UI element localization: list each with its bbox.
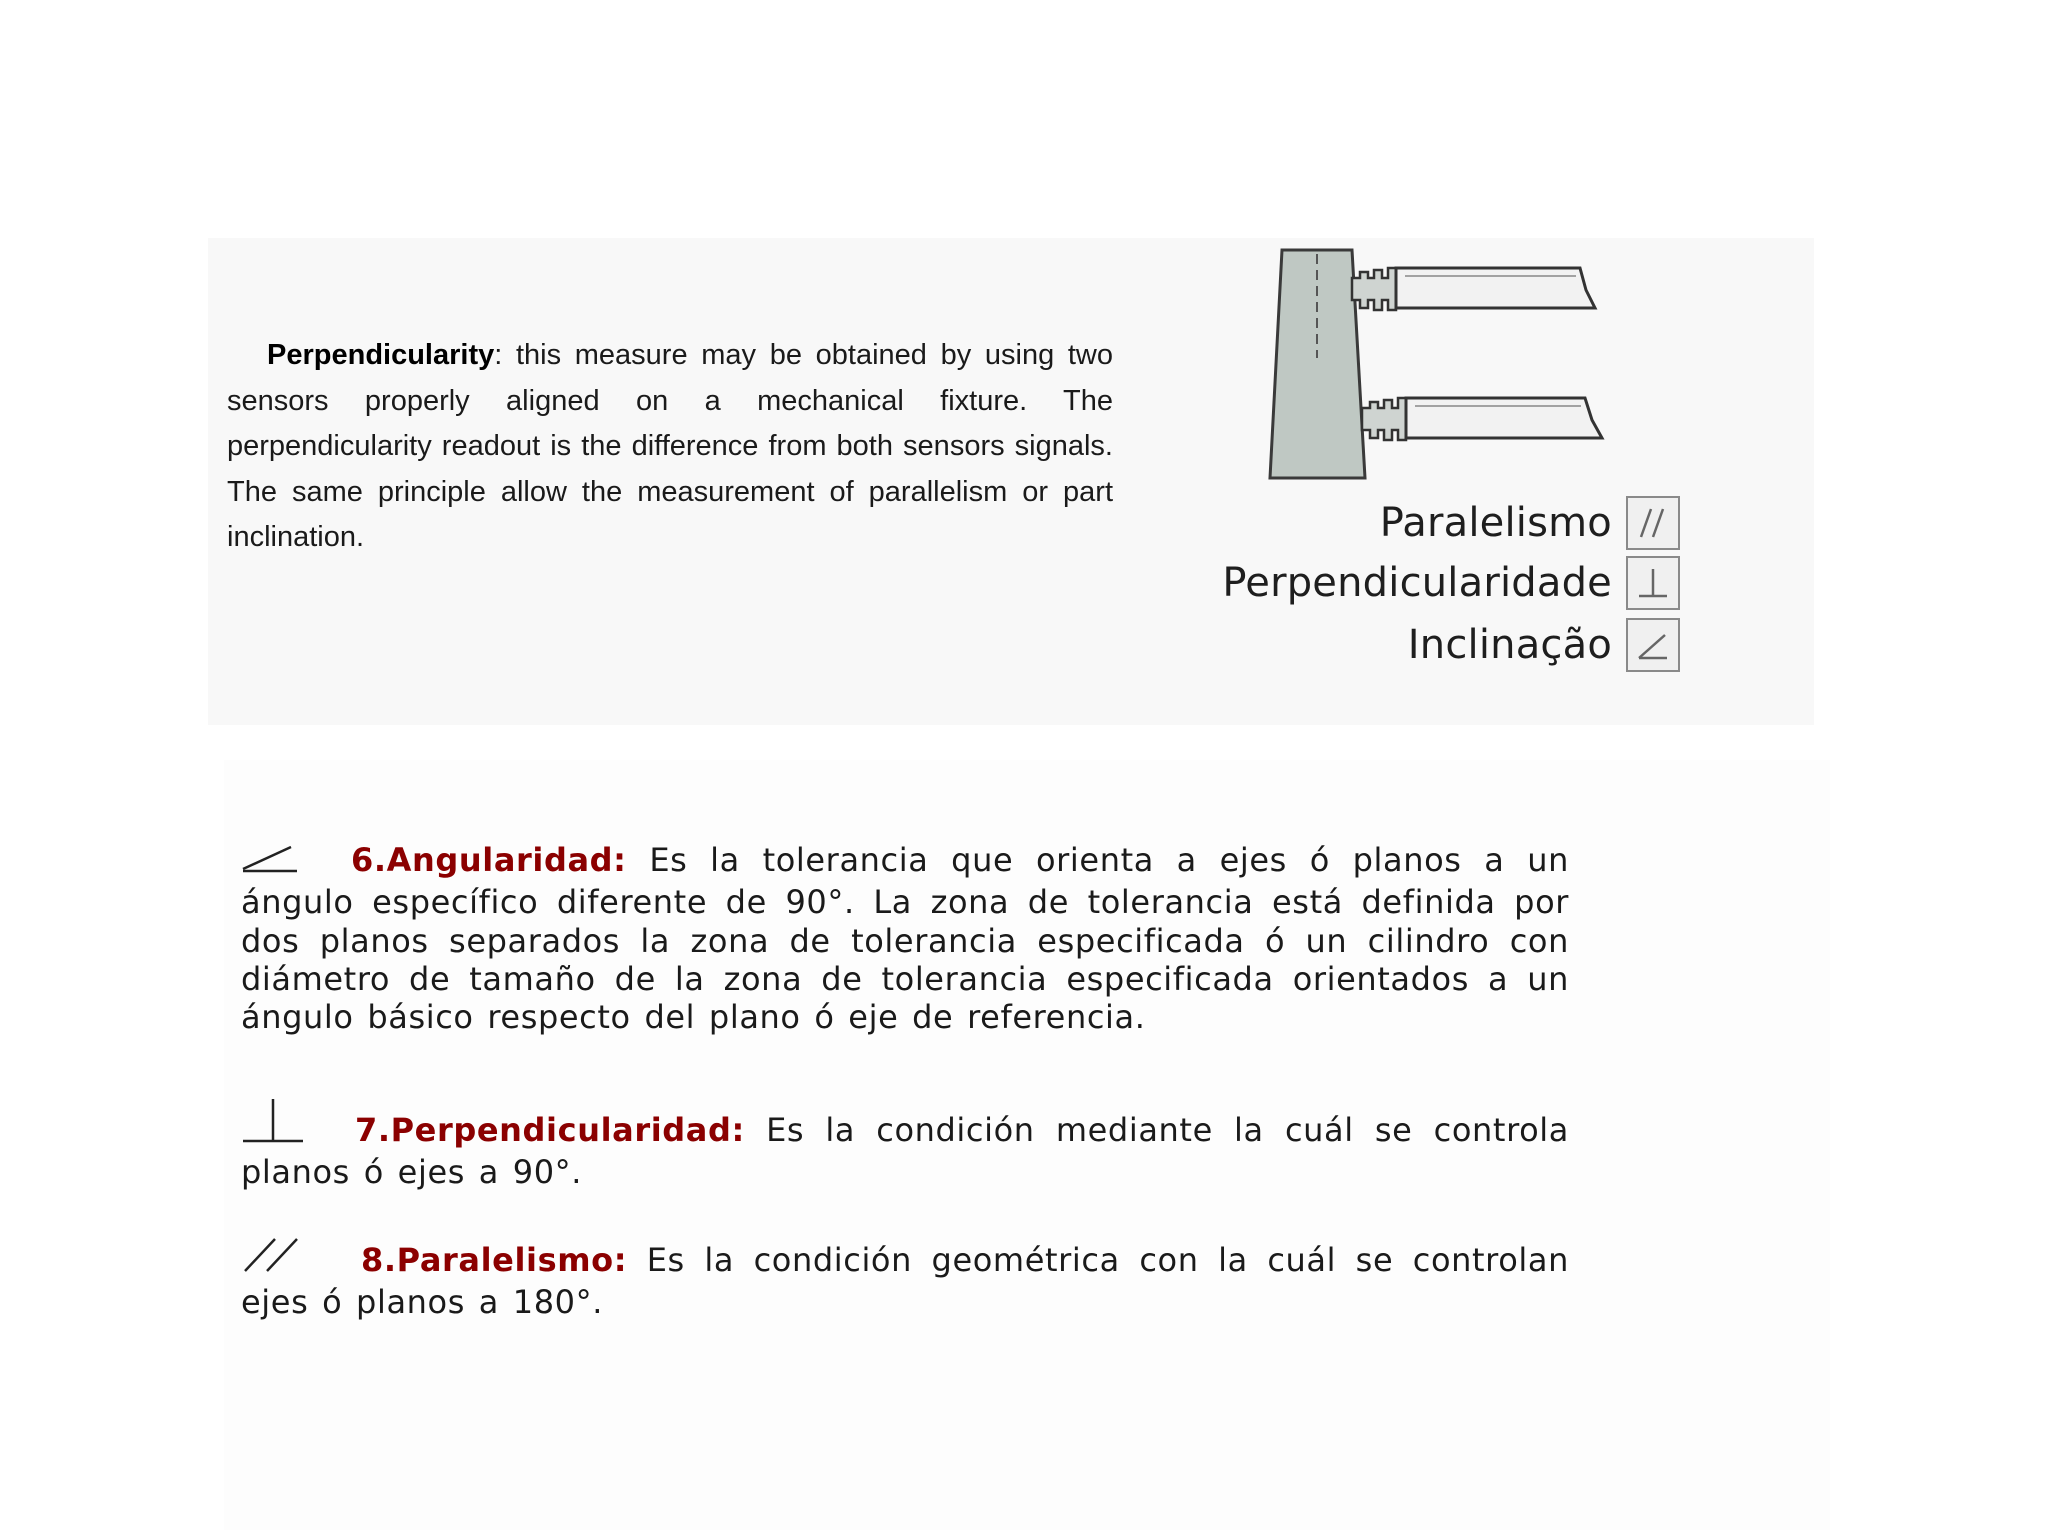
angle-icon [1626,618,1680,672]
symbol-row-inclination [1408,616,1680,674]
section-parallelism [241,1235,1569,1322]
section-angularity [241,841,1569,1036]
symbol-label-parallelism: Paralelismo [1379,500,1612,546]
parallelism-icon [241,1235,311,1283]
perpendicular-icon [1626,556,1680,610]
section-angularity-heading: 6.Angularidad: [351,841,627,879]
intro-text: : this measure may be obtained by using two sensors properly aligned on a mechanical fixture. The perpendicularity readout is the difference from both sensors signals. The same principle allow the measurement of parallelism or part inclination. [227,339,1113,553]
lower-sensor [1362,398,1602,440]
section-parallelism-heading: 8.Paralelismo: [361,1241,628,1279]
perpendicularity-icon [241,1097,305,1153]
section-perpendicularity-text: Es la condición mediante la cuál se controla planos ó ejes a 90°. [241,1111,1569,1192]
intro-term: Perpendicularity [267,339,495,371]
intro-paragraph [227,333,1113,561]
upper-sensor [1352,268,1595,310]
symbol-row-perpendicularity [1222,554,1680,612]
parallel-icon [1626,496,1680,550]
sensor-figure [1222,238,1680,683]
section-parallelism-text: Es la condición geométrica con la cuál se controlan ejes ó planos a 180°. [241,1241,1569,1322]
symbol-label-perpendicularity: Perpendicularidade [1222,560,1612,606]
symbol-label-inclination: Inclinação [1407,622,1612,668]
fixture-sensors-drawing [1240,238,1680,488]
section-perpendicularity [241,1097,1569,1192]
symbol-row-parallelism [1380,494,1680,552]
section-angularity-text: Es la tolerancia que orienta a ejes ó planos a un ángulo específico diferente de 90°. La zona de tolerancia está definida por dos planos separados la zona de tolerancia especificada ó un cilindro con diámetro de tamaño de la zona de tolerancia especificada orientados a un ángulo básico respecto del plano ó eje de referencia. [241,841,1569,1037]
section-perpendicularity-heading: 7.Perpendicularidad: [355,1111,745,1149]
angularity-icon [241,841,301,883]
